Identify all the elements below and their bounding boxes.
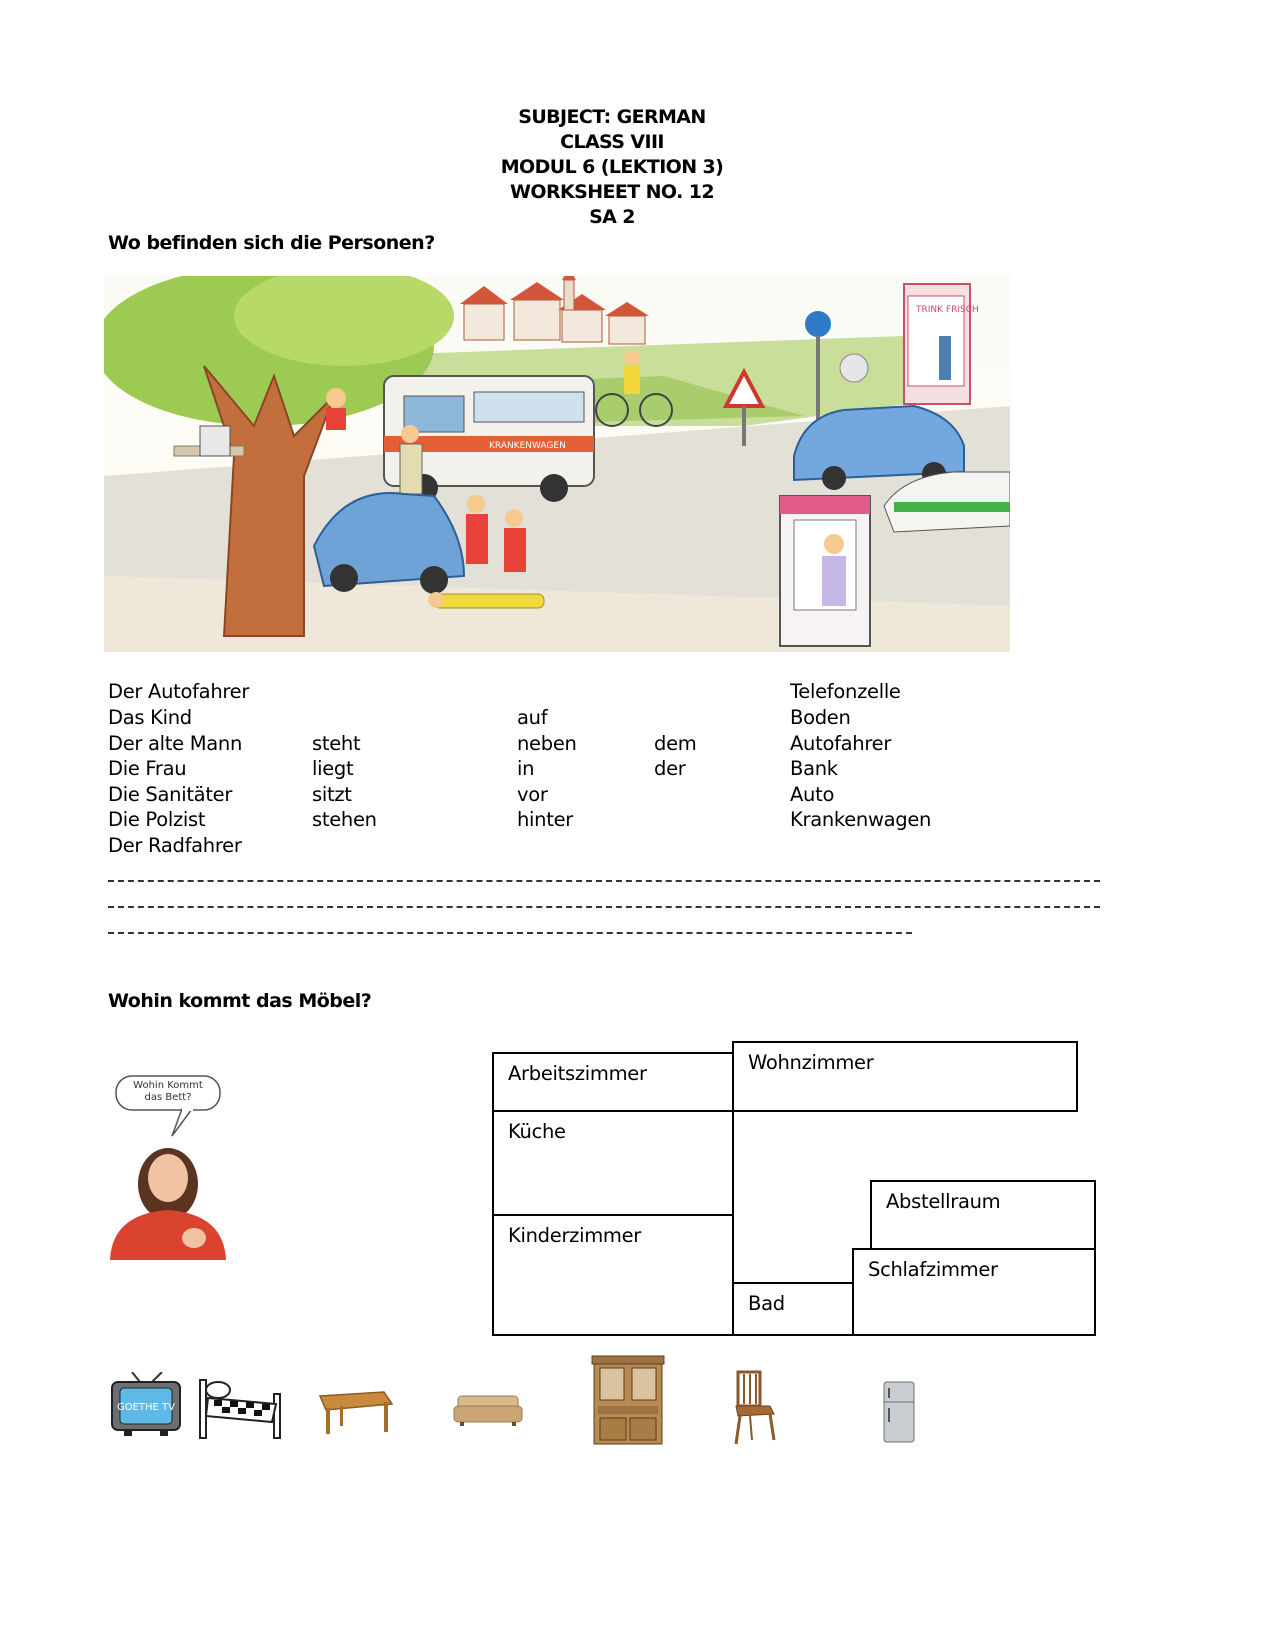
room-bad	[732, 1282, 854, 1336]
street-scene-illustration	[104, 276, 1010, 652]
room-kinderzimmer	[492, 1214, 734, 1336]
verb-item: steht	[312, 732, 361, 755]
table-icon[interactable]	[314, 1386, 394, 1436]
noun-item: Krankenwagen	[790, 808, 932, 831]
room-kueche	[492, 1110, 734, 1216]
header-worksheet: WORKSHEET NO. 12	[510, 181, 714, 203]
noun-item: Boden	[790, 706, 851, 729]
header-class: CLASS VIII	[560, 131, 664, 153]
subject-item: Der alte Mann	[108, 732, 243, 755]
room-label: Küche	[508, 1120, 566, 1143]
verb-item: liegt	[312, 757, 354, 780]
verb-item: sitzt	[312, 783, 352, 806]
noun-item: Telefonzelle	[790, 680, 901, 703]
subject-item: Die Frau	[108, 757, 187, 780]
subject-item: Der Autofahrer	[108, 680, 250, 703]
woman-asking-illustration	[110, 1074, 226, 1260]
answer-line-1[interactable]	[108, 880, 1100, 882]
room-schlafzimmer	[852, 1248, 1096, 1336]
room-label: Bad	[748, 1292, 785, 1315]
noun-item: Autofahrer	[790, 732, 892, 755]
preposition-item: auf	[517, 706, 548, 729]
cupboard-icon[interactable]	[590, 1354, 666, 1448]
article-item: der	[654, 757, 686, 780]
room-label: Abstellraum	[886, 1190, 1001, 1213]
speech-bubble-text: Wohin Kommt das Bett?	[133, 1080, 203, 1103]
ambulance-text: KRANKENWAGEN	[489, 441, 566, 451]
noun-item: Bank	[790, 757, 838, 780]
room-label: Wohnzimmer	[748, 1051, 874, 1074]
fridge-icon[interactable]	[882, 1380, 916, 1444]
tv-screen-text: GOETHE TV	[116, 1402, 176, 1413]
subject-item: Die Polzist	[108, 808, 206, 831]
header-subject: SUBJECT: GERMAN	[518, 106, 706, 128]
preposition-item: in	[517, 757, 535, 780]
room-label: Kinderzimmer	[508, 1224, 642, 1247]
room-label: Schlafzimmer	[868, 1258, 998, 1281]
preposition-item: hinter	[517, 808, 573, 831]
noun-item: Auto	[790, 783, 835, 806]
subject-item: Die Sanitäter	[108, 783, 233, 806]
room-arbeitszimmer	[492, 1052, 734, 1112]
question-1: Wo befinden sich die Personen?	[108, 232, 435, 254]
header-modul: MODUL 6 (LEKTION 3)	[500, 156, 724, 178]
room-abstellraum	[870, 1180, 1096, 1250]
shop-sign-text: TRINK FRISCH	[916, 305, 979, 315]
sofa-icon[interactable]	[452, 1392, 524, 1428]
answer-line-3[interactable]	[108, 932, 912, 934]
preposition-item: vor	[517, 783, 548, 806]
subject-item: Der Radfahrer	[108, 834, 242, 857]
room-label: Arbeitszimmer	[508, 1062, 647, 1085]
question-2: Wohin kommt das Möbel?	[108, 990, 372, 1012]
bed-icon[interactable]	[196, 1370, 284, 1440]
preposition-item: neben	[517, 732, 577, 755]
verb-item: stehen	[312, 808, 377, 831]
tv-icon[interactable]	[110, 1372, 182, 1436]
header-sa: SA 2	[589, 206, 635, 228]
subject-item: Das Kind	[108, 706, 192, 729]
answer-line-2[interactable]	[108, 906, 1100, 908]
article-item: dem	[654, 732, 697, 755]
chair-icon[interactable]	[730, 1370, 778, 1446]
room-wohnzimmer	[732, 1041, 1078, 1112]
